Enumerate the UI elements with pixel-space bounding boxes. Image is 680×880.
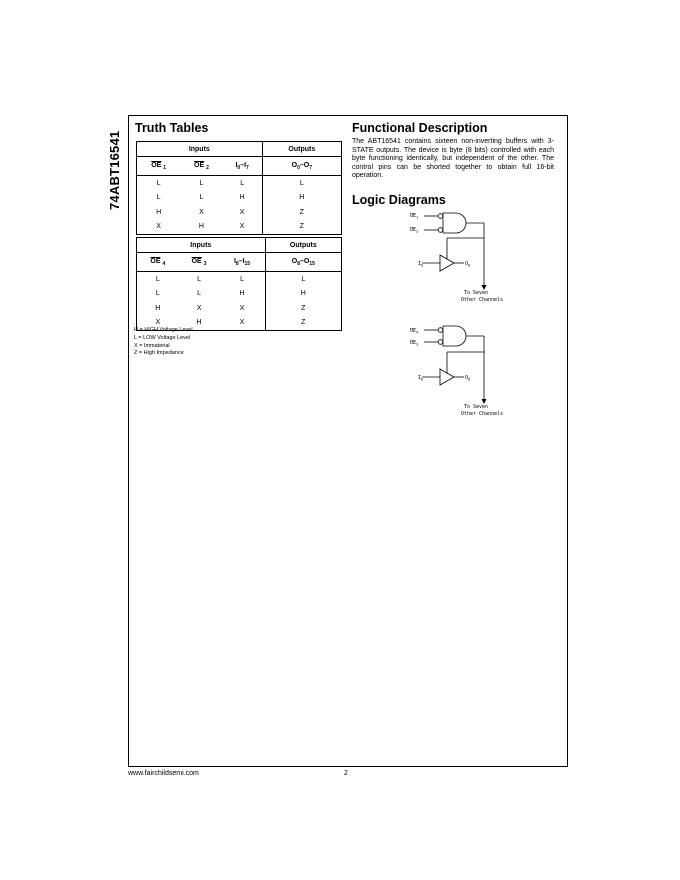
- table-cell: H: [156, 208, 162, 216]
- input-column-header: $I_8-I_{15}$: [219, 253, 265, 272]
- and-gate: [443, 213, 466, 233]
- inputs-header: Inputs: [137, 238, 266, 253]
- legend-item: H = HIGH Voltage Level: [134, 327, 193, 333]
- truth-table-legend: [134, 327, 193, 358]
- logic-diagrams-heading: Logic Diagrams: [352, 193, 446, 207]
- svg-text:OE1: $OE_1$: [410, 213, 419, 220]
- and-gate: [443, 326, 466, 346]
- table-row: [137, 191, 342, 206]
- table-cell: L: [197, 275, 201, 283]
- legend-item: Z = High Impedance: [134, 350, 184, 357]
- table-cell: Z: [262, 220, 341, 235]
- table-cell: L: [155, 275, 160, 283]
- svg-text:OE4: $OE_4$: [410, 328, 419, 335]
- inputs-header: Inputs: [137, 142, 263, 157]
- svg-text:I8: $I_8$: [418, 375, 424, 382]
- input-label: I: [418, 261, 422, 267]
- functional-description-heading: Functional Description: [352, 121, 488, 135]
- svg-text:O8: $O_8$: [465, 375, 471, 382]
- oe-column-header: $\overline{OE}$ $_1$: [137, 157, 181, 176]
- table-cell: X: [156, 223, 161, 231]
- output-column-header: $O_0-O_7$: [262, 157, 341, 176]
- oe-label: OE: [410, 213, 417, 219]
- table-cell: L: [199, 194, 204, 202]
- table-cell: X: [239, 304, 245, 312]
- table-cell: Z: [265, 316, 341, 331]
- table-cell: H: [198, 223, 204, 231]
- table-cell: X: [239, 319, 245, 327]
- logic-diagram-2: [380, 322, 540, 422]
- svg-text:O0: $O_0$: [465, 261, 471, 268]
- table-cell: H: [262, 191, 341, 206]
- input-column-header: $I_0-I_7$: [223, 157, 263, 176]
- table-cell: L: [156, 179, 161, 187]
- truth-table-2: [136, 237, 342, 331]
- truth-tables-heading: Truth Tables: [135, 121, 209, 135]
- table-row: [137, 272, 342, 287]
- note-line: Other Channels: [460, 297, 504, 303]
- legend-item: X = Immaterial: [134, 342, 170, 349]
- table-cell: H: [265, 287, 341, 302]
- logic-diagram-1: [380, 208, 540, 308]
- table-cell: Z: [262, 205, 341, 220]
- table-cell: L: [240, 179, 245, 187]
- table-cell: L: [197, 290, 201, 298]
- oe-label: OE: [410, 340, 417, 346]
- note-line: Other Channels: [460, 411, 504, 417]
- table-cell: X: [196, 304, 202, 312]
- table-cell: X: [239, 208, 245, 216]
- output-column-header: $O_8-O_{15}$: [265, 253, 341, 272]
- outputs-header: Outputs: [265, 238, 341, 253]
- table-cell: H: [196, 319, 202, 327]
- note-line: To Seven: [463, 290, 489, 296]
- truth-table-1: [136, 141, 342, 235]
- functional-description-text: The ABT16541 contains sixteen non-inverting buffers with 3-STATE outputs. The device is byte (8 bits) controlled with each byte functioning identically, but independent of the other. The control pins can be shorted together to obtain full 16-bit operation.: [352, 138, 554, 180]
- oe-column-header: $\overline{OE}$ $_3$: [179, 253, 220, 272]
- footer-url[interactable]: www.fairchildsemi.com: [128, 770, 199, 777]
- svg-text:I0: $I_0$: [418, 261, 424, 268]
- table-cell: H: [239, 290, 245, 298]
- output-label: O: [465, 375, 469, 381]
- oe-column-header: $\overline{OE}$ $_4$: [137, 253, 179, 272]
- table-row: [137, 205, 342, 220]
- note-line: To Seven: [463, 404, 489, 410]
- output-label: O: [465, 261, 469, 267]
- outputs-header: Outputs: [262, 142, 341, 157]
- table-cell: L: [240, 275, 244, 283]
- table-row: [137, 287, 342, 302]
- table-cell: L: [265, 272, 341, 287]
- oe-label: OE: [410, 328, 417, 334]
- table-cell: H: [155, 304, 161, 312]
- table-row: [137, 220, 342, 235]
- table-cell: Z: [265, 301, 341, 316]
- oe-column-header: $\overline{OE}$ $_2$: [180, 157, 222, 176]
- oe-label: OE: [410, 227, 417, 233]
- table-cell: L: [199, 179, 204, 187]
- page-number: 2: [344, 770, 348, 777]
- table-cell: X: [155, 319, 161, 327]
- svg-text:OE2: $OE_2$: [410, 227, 419, 234]
- table-cell: L: [156, 194, 161, 202]
- legend-item: L = LOW Voltage Level: [134, 334, 191, 341]
- table-row: [137, 301, 342, 316]
- input-label: I: [418, 375, 422, 381]
- table-cell: L: [155, 290, 160, 298]
- table-cell: H: [239, 194, 245, 202]
- table-cell: X: [199, 208, 204, 216]
- table-cell: L: [262, 176, 341, 191]
- table-cell: X: [239, 223, 245, 231]
- part-number-side-title: 74ABT16541: [107, 130, 122, 210]
- svg-text:OE3: $OE_3$: [410, 340, 419, 347]
- table-row: [137, 176, 342, 191]
